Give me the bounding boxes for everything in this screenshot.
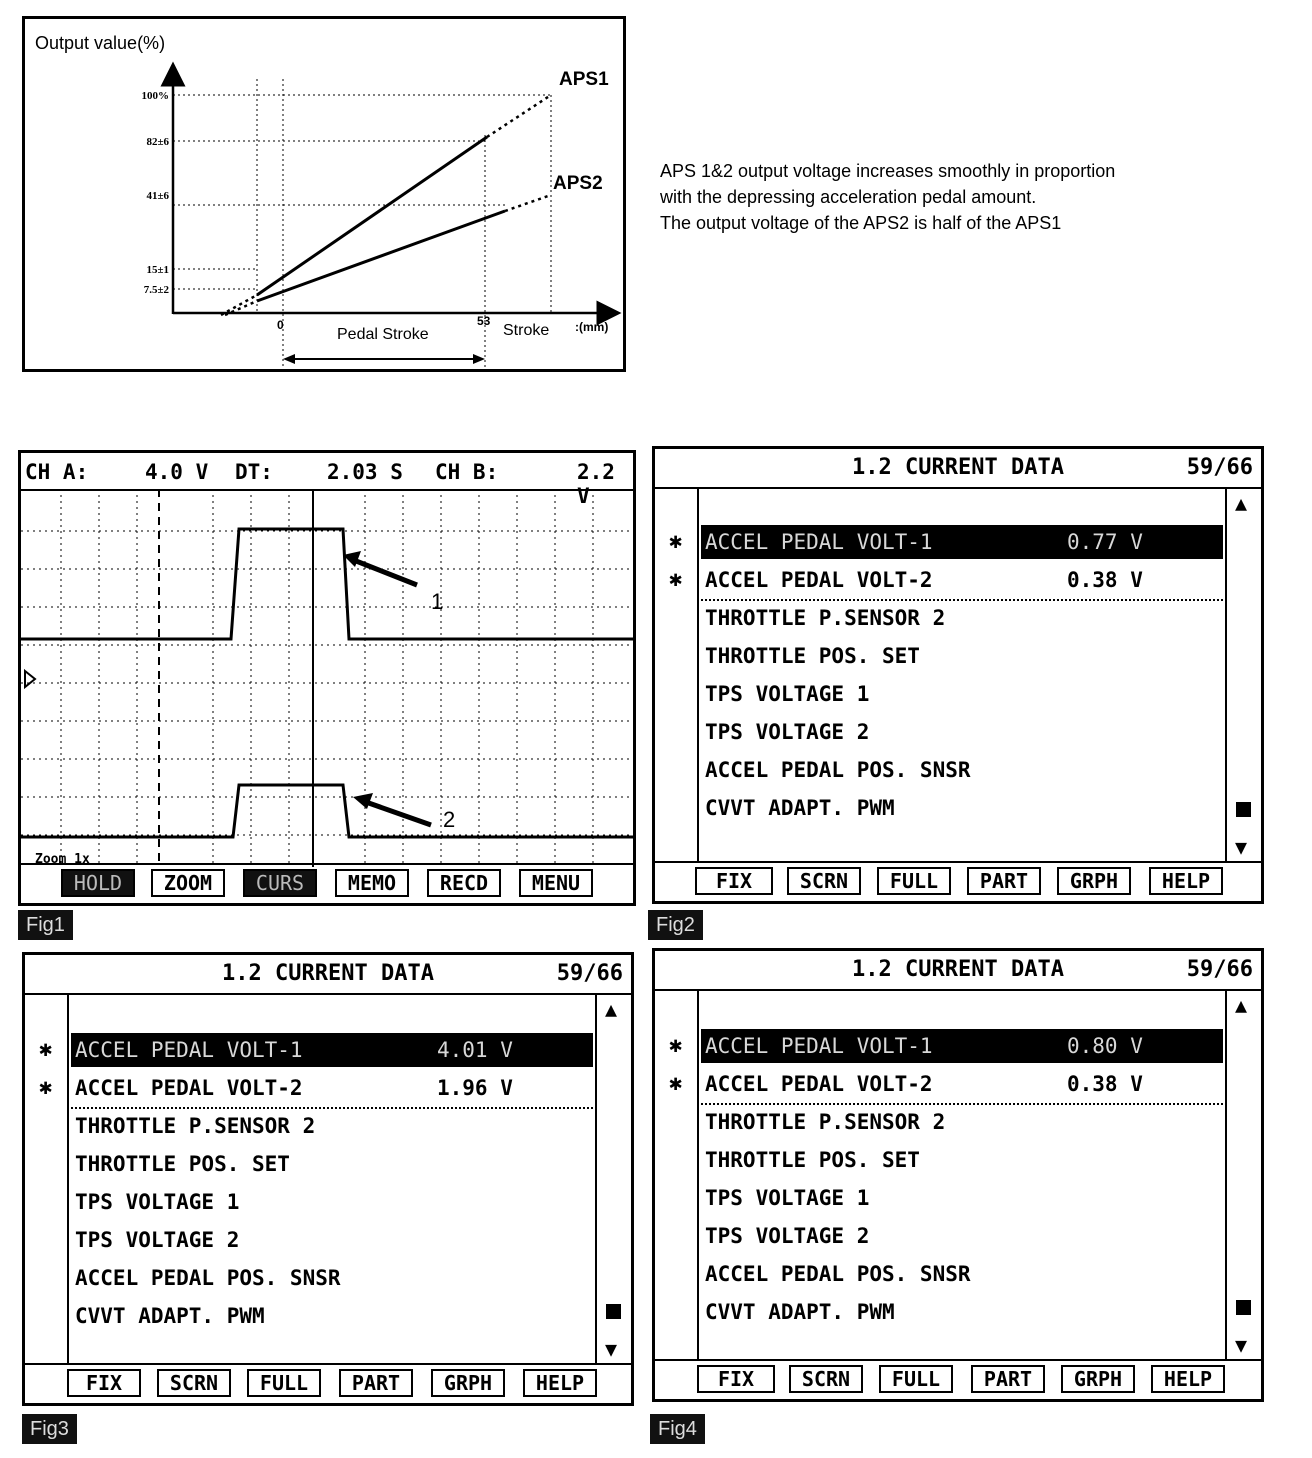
hold-button[interactable]: HOLD <box>61 869 135 897</box>
item-name: TPS VOLTAGE 1 <box>705 1186 870 1210</box>
item-value: 0.38 V <box>1067 1072 1143 1096</box>
aps2-line <box>257 211 505 301</box>
list-item-accel-pedal-volt-1[interactable] <box>71 1033 593 1067</box>
grph-button[interactable]: GRPH <box>1061 1365 1135 1393</box>
item-name: THROTTLE POS. SET <box>75 1152 290 1176</box>
item-name: CVVT ADAPT. PWM <box>75 1304 265 1328</box>
y-tick-100: 100% <box>141 90 169 102</box>
scrn-button[interactable]: SCRN <box>789 1365 863 1393</box>
channel-b-waveform <box>21 785 633 837</box>
list-item-accel-pedal-volt-2[interactable] <box>71 1071 593 1105</box>
item-name: ACCEL PEDAL VOLT-2 <box>705 568 933 592</box>
list-item[interactable] <box>701 1257 1223 1291</box>
aps-description <box>660 158 1280 236</box>
item-name: THROTTLE P.SENSOR 2 <box>75 1114 316 1138</box>
memo-button[interactable]: MEMO <box>335 869 409 897</box>
list-item[interactable] <box>71 1185 593 1219</box>
item-value: 1.96 V <box>437 1076 513 1100</box>
fixed-item-mark-icon: ✱ <box>669 1071 683 1096</box>
x-axis-title: Stroke <box>503 322 550 339</box>
fixed-item-mark-icon: ✱ <box>669 567 683 592</box>
item-name: ACCEL PEDAL POS. SNSR <box>705 1262 971 1286</box>
part-button[interactable]: PART <box>971 1365 1045 1393</box>
item-value: 4.01 V <box>437 1038 513 1062</box>
fig3-label: Fig3 <box>22 1414 77 1444</box>
scroll-up-icon[interactable]: ▲ <box>605 997 618 1021</box>
list-item[interactable] <box>701 639 1223 673</box>
item-name: TPS VOLTAGE 2 <box>705 1224 870 1248</box>
function-bar <box>655 1359 1261 1399</box>
fix-button[interactable]: FIX <box>67 1369 141 1397</box>
list-item-accel-pedal-volt-2[interactable] <box>701 563 1223 597</box>
fix-button[interactable]: FIX <box>697 1365 775 1393</box>
aps-diagram-svg <box>25 19 623 369</box>
list-item[interactable] <box>701 753 1223 787</box>
item-name: ACCEL PEDAL VOLT-1 <box>705 1034 933 1058</box>
scrollbar[interactable] <box>597 993 631 1365</box>
callout-arrow-2 <box>363 801 431 825</box>
fix-button[interactable]: FIX <box>695 867 773 895</box>
description-line-3: The output voltage of the APS2 is half of the APS1 <box>660 213 1062 233</box>
item-name: ACCEL PEDAL VOLT-1 <box>75 1038 303 1062</box>
dt-label: DT: <box>235 460 273 484</box>
list-item-accel-pedal-volt-2[interactable] <box>701 1067 1223 1101</box>
aps2-label: APS2 <box>553 173 603 194</box>
list-item[interactable] <box>701 1295 1223 1329</box>
zoom-indicator: Zoom 1x <box>35 852 90 867</box>
current-data-header <box>25 955 631 995</box>
page-counter: 59/66 <box>1186 957 1253 982</box>
fixed-item-mark-icon: ✱ <box>669 529 683 554</box>
item-name: CVVT ADAPT. PWM <box>705 796 895 820</box>
current-data-panel-fig4 <box>652 948 1264 1402</box>
callout-label-2: 2 <box>443 807 456 832</box>
current-data-header <box>655 449 1261 489</box>
description-line-2: with the depressing acceleration pedal amount. <box>660 187 1037 207</box>
current-data-title: 1.2 CURRENT DATA <box>852 957 1064 982</box>
page-counter: 59/66 <box>556 961 623 986</box>
current-data-panel-fig2 <box>652 446 1264 904</box>
part-button[interactable]: PART <box>339 1369 413 1397</box>
list-item-accel-pedal-volt-1[interactable] <box>701 525 1223 559</box>
item-name: TPS VOLTAGE 1 <box>75 1190 240 1214</box>
scroll-thumb[interactable] <box>1236 802 1251 817</box>
scroll-thumb[interactable] <box>606 1304 621 1319</box>
aps1-extension <box>487 95 551 137</box>
aps1-label: APS1 <box>559 69 609 90</box>
list-item[interactable] <box>701 791 1223 825</box>
y-tick-7-5: 7.5±2 <box>143 284 169 296</box>
full-button[interactable]: FULL <box>879 1365 953 1393</box>
item-value: 0.77 V <box>1067 530 1143 554</box>
item-name: ACCEL PEDAL POS. SNSR <box>75 1266 341 1290</box>
cursor-button[interactable]: CURS <box>243 869 317 897</box>
item-value: 0.80 V <box>1067 1034 1143 1058</box>
scroll-down-icon[interactable]: ▼ <box>1235 1333 1248 1357</box>
current-data-header <box>655 951 1261 991</box>
list-item[interactable] <box>701 677 1223 711</box>
ch-b-label: CH B: <box>435 460 499 484</box>
x-axis-unit: :(mm) <box>575 320 609 334</box>
part-button[interactable]: PART <box>967 867 1041 895</box>
scroll-up-icon[interactable]: ▲ <box>1235 993 1248 1017</box>
item-value: 0.38 V <box>1067 568 1143 592</box>
grph-button[interactable]: GRPH <box>431 1369 505 1397</box>
current-data-title: 1.2 CURRENT DATA <box>222 961 434 986</box>
help-button[interactable]: HELP <box>523 1369 597 1397</box>
list-item[interactable] <box>71 1223 593 1257</box>
scope-screen <box>21 489 633 867</box>
fig1-label: Fig1 <box>18 910 73 940</box>
data-list <box>67 993 597 1365</box>
callout-label-1: 1 <box>431 589 444 614</box>
fixed-item-mark-icon: ✱ <box>39 1037 53 1062</box>
list-item-accel-pedal-volt-1[interactable] <box>701 1029 1223 1063</box>
list-item[interactable] <box>71 1109 593 1143</box>
scroll-thumb[interactable] <box>1236 1300 1251 1315</box>
callout-arrow-1 <box>351 559 417 585</box>
list-item[interactable] <box>701 1105 1223 1139</box>
aps1-line <box>257 137 487 295</box>
scroll-down-icon[interactable]: ▼ <box>1235 835 1248 859</box>
y-tick-82: 82±6 <box>146 136 169 148</box>
x-tick-0: 0 <box>277 318 284 332</box>
scroll-down-icon[interactable]: ▼ <box>605 1337 618 1361</box>
full-button[interactable]: FULL <box>877 867 951 895</box>
scope-header <box>21 453 633 508</box>
data-list <box>697 989 1227 1361</box>
item-name: TPS VOLTAGE 1 <box>705 682 870 706</box>
item-name: TPS VOLTAGE 2 <box>705 720 870 744</box>
grph-button[interactable]: GRPH <box>1057 867 1131 895</box>
current-data-title: 1.2 CURRENT DATA <box>852 455 1064 480</box>
item-name: THROTTLE P.SENSOR 2 <box>705 606 946 630</box>
item-name: CVVT ADAPT. PWM <box>705 1300 895 1324</box>
record-button[interactable]: RECD <box>427 869 501 897</box>
scrollbar[interactable] <box>1227 989 1261 1361</box>
help-button[interactable]: HELP <box>1149 867 1223 895</box>
list-item[interactable] <box>71 1299 593 1333</box>
function-bar <box>655 861 1261 901</box>
list-item[interactable] <box>701 1181 1223 1215</box>
fixed-item-mark-icon: ✱ <box>669 1033 683 1058</box>
x-tick-53: 53 <box>477 314 491 328</box>
list-item[interactable] <box>701 1219 1223 1253</box>
channel-a-waveform <box>21 529 633 639</box>
y-tick-15: 15±1 <box>146 264 169 276</box>
oscilloscope-panel <box>18 450 636 906</box>
scroll-up-icon[interactable]: ▲ <box>1235 491 1248 515</box>
list-item[interactable] <box>701 1143 1223 1177</box>
item-name: TPS VOLTAGE 2 <box>75 1228 240 1252</box>
page-counter: 59/66 <box>1186 455 1253 480</box>
full-button[interactable]: FULL <box>247 1369 321 1397</box>
dt-value: 2.03 S <box>327 460 403 484</box>
item-name: THROTTLE POS. SET <box>705 644 920 668</box>
ch-a-label: CH A: <box>25 460 89 484</box>
menu-button[interactable]: MENU <box>519 869 593 897</box>
fig2-label: Fig2 <box>648 910 703 940</box>
item-name: ACCEL PEDAL POS. SNSR <box>705 758 971 782</box>
ch-a-value: 4.0 V <box>145 460 209 484</box>
list-item[interactable] <box>701 715 1223 749</box>
ch-b-value: 2.2 V <box>577 460 615 508</box>
scope-function-bar <box>21 863 633 903</box>
fig4-label: Fig4 <box>650 1414 705 1444</box>
list-item[interactable] <box>701 601 1223 635</box>
scrn-button[interactable]: SCRN <box>787 867 861 895</box>
help-button[interactable]: HELP <box>1151 1365 1225 1393</box>
item-name: ACCEL PEDAL VOLT-1 <box>705 530 933 554</box>
item-name: ACCEL PEDAL VOLT-2 <box>705 1072 933 1096</box>
data-list <box>697 487 1227 863</box>
fixed-item-mark-icon: ✱ <box>39 1075 53 1100</box>
y-tick-41: 41±6 <box>146 190 169 202</box>
current-data-panel-fig3 <box>22 952 634 1406</box>
scrn-button[interactable]: SCRN <box>157 1369 231 1397</box>
y-axis-title: Output value(%) <box>35 33 166 53</box>
aps2-extension <box>505 195 551 211</box>
list-item[interactable] <box>71 1261 593 1295</box>
pedal-stroke-label: Pedal Stroke <box>337 326 429 343</box>
item-name: THROTTLE P.SENSOR 2 <box>705 1110 946 1134</box>
item-name: ACCEL PEDAL VOLT-2 <box>75 1076 303 1100</box>
scrollbar[interactable] <box>1227 487 1261 863</box>
description-line-1: APS 1&2 output voltage increases smoothly in proportion <box>660 161 1116 181</box>
item-name: THROTTLE POS. SET <box>705 1148 920 1172</box>
list-item[interactable] <box>71 1147 593 1181</box>
trigger-marker-icon <box>25 671 35 687</box>
function-bar <box>25 1363 631 1403</box>
aps-output-diagram <box>22 16 626 372</box>
zoom-button[interactable]: ZOOM <box>151 869 225 897</box>
